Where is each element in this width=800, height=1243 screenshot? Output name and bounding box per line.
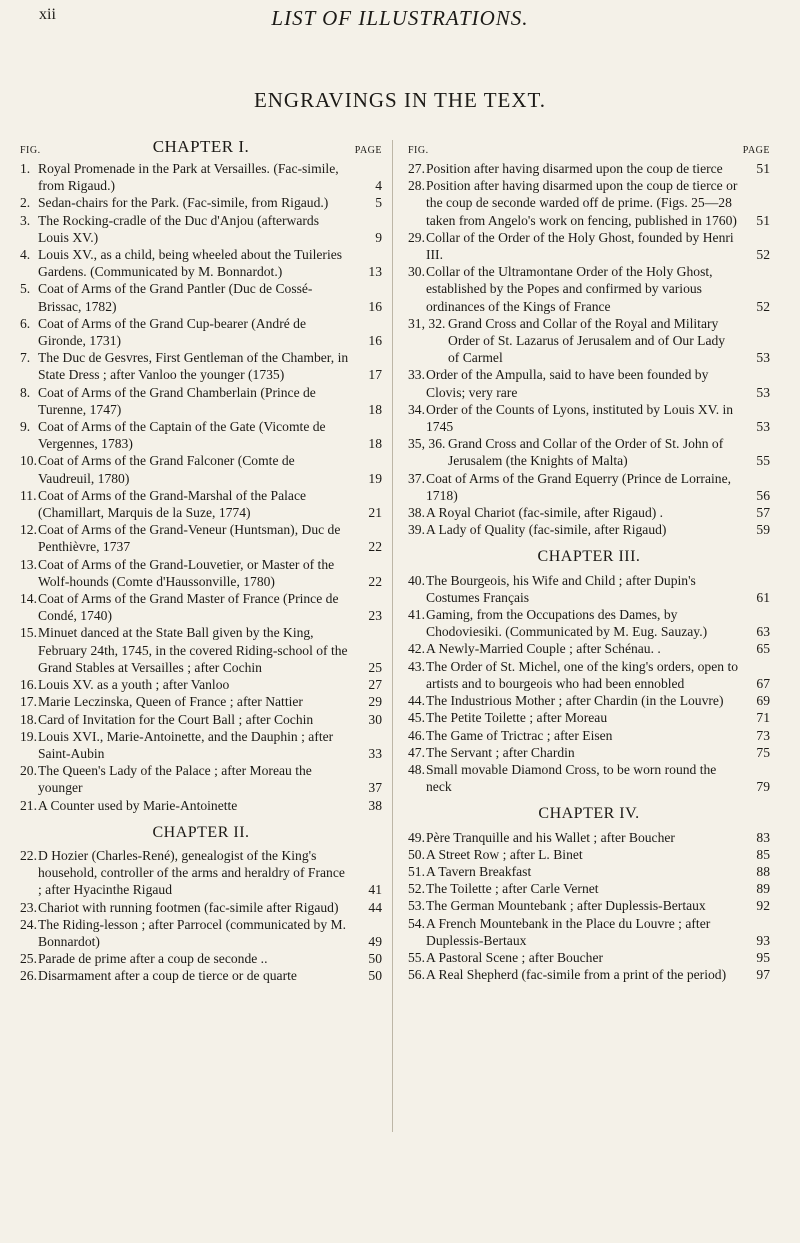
page-ref: 29 xyxy=(368,694,382,710)
fig-number: 31, 32. xyxy=(408,315,446,331)
right-column xyxy=(408,138,770,983)
chapter-entries xyxy=(408,572,770,796)
fig-number: 1. xyxy=(20,161,31,176)
page-ref: 53 xyxy=(756,419,770,435)
caption: The Riding-lesson ; after Parrocel (communicated by M. Bonnardot) xyxy=(38,916,347,949)
page-ref: 41 xyxy=(368,882,382,898)
caption: Royal Promenade in the Park at Versailles. (Fac-simile, from Rigaud.) xyxy=(38,161,339,194)
fig-number: 21. xyxy=(20,797,37,813)
page-ref: 44 xyxy=(368,899,382,915)
page-ref: 57 xyxy=(756,505,770,521)
list-item xyxy=(408,880,770,897)
list-item xyxy=(20,418,382,452)
fig-number: 35, 36. xyxy=(408,436,446,452)
fig-number: 33. xyxy=(408,367,425,383)
fig-number: 53. xyxy=(408,898,425,914)
caption: Disarmament after a coup de tierce or de quarte xyxy=(38,968,297,984)
fig-number: 8. xyxy=(20,384,31,400)
fig-number: 42. xyxy=(408,641,425,657)
page-label: PAGE xyxy=(742,145,770,156)
page-ref: 4 xyxy=(375,178,382,194)
page-ref: 69 xyxy=(756,693,770,709)
caption: Marie Leczinska, Queen of France ; after Nattier xyxy=(38,694,303,710)
list-item xyxy=(20,590,382,624)
list-item xyxy=(408,177,770,229)
list-item xyxy=(408,744,770,761)
list-item xyxy=(20,280,382,314)
page-ref: 5 xyxy=(375,195,382,211)
fig-number: 7. xyxy=(20,350,31,366)
list-item xyxy=(20,693,382,710)
page-ref: 13 xyxy=(368,264,382,280)
chapter-title: CHAPTER II. xyxy=(152,823,250,841)
list-item xyxy=(20,487,382,521)
fig-number: 17. xyxy=(20,694,37,710)
page-ref: 19 xyxy=(368,470,382,486)
fig-number: 43. xyxy=(408,658,425,674)
caption: The Duc de Gesvres, First Gentleman of the Chamber, in State Dress ; after Vanloo the younger (1735) xyxy=(38,350,349,383)
page-ref: 59 xyxy=(756,522,770,538)
list-item xyxy=(408,229,770,263)
list-item xyxy=(20,194,382,211)
chapter-title: CHAPTER IV. xyxy=(538,805,640,823)
caption: The Bourgeois, his Wife and Child ; after Dupin's Costumes Français xyxy=(426,572,696,605)
list-item xyxy=(408,897,770,914)
list-item xyxy=(20,950,382,967)
list-item xyxy=(20,452,382,486)
fig-number: 52. xyxy=(408,881,425,897)
caption: Coat of Arms of the Grand Cup-bearer (André de Gironde, 1731) xyxy=(38,315,307,349)
list-item xyxy=(20,521,382,555)
caption: Coat of Arms of the Grand Pantler (Duc de Cossé-Brissac, 1782) xyxy=(38,281,313,314)
fig-number: 28. xyxy=(408,178,425,194)
page-ref: 33 xyxy=(368,745,382,761)
list-item xyxy=(408,606,770,640)
caption: Coat of Arms of the Grand-Louvetier, or Master of the Wolf-hounds (Comte d'Haussonville, 1780) xyxy=(38,556,335,589)
list-item xyxy=(20,556,382,590)
fig-number: 14. xyxy=(20,591,37,607)
page-ref: 61 xyxy=(756,589,770,605)
page-ref: 17 xyxy=(368,367,382,383)
chapter-entries xyxy=(408,160,770,538)
fig-label: FIG. xyxy=(20,145,41,156)
list-item xyxy=(408,435,770,469)
fig-number: 29. xyxy=(408,229,425,245)
page-ref: 23 xyxy=(368,608,382,624)
list-item xyxy=(20,847,382,899)
left-column-header xyxy=(20,138,382,160)
page-label: PAGE xyxy=(354,145,382,156)
fig-number: 16. xyxy=(20,677,37,693)
caption: The Rocking-cradle of the Duc d'Anjou (afterwards Louis XV.) xyxy=(38,212,320,245)
caption: Order of the Ampulla, said to have been founded by Clovis; very rare xyxy=(426,367,709,400)
caption: Position after having disarmed upon the coup de tierce xyxy=(426,161,723,176)
fig-number: 56. xyxy=(408,967,425,983)
caption: Louis XV., as a child, being wheeled about the Tuileries Gardens. (Communicated by M. Bonnardot.) xyxy=(38,247,343,280)
list-item xyxy=(20,967,382,984)
caption: A Street Row ; after L. Binet xyxy=(426,846,583,862)
list-item xyxy=(20,160,382,194)
caption: Coat of Arms of the Captain of the Gate (Vicomte de Vergennes, 1783) xyxy=(38,419,326,452)
page-ref: 30 xyxy=(368,711,382,727)
caption: A Pastoral Scene ; after Boucher xyxy=(426,949,604,965)
page-ref: 49 xyxy=(368,933,382,949)
fig-number: 26. xyxy=(20,968,37,984)
list-item xyxy=(20,212,382,246)
list-item xyxy=(408,640,770,657)
caption: Grand Cross and Collar of the Order of St. John of Jerusalem (the Knights of Malta) xyxy=(448,436,724,469)
list-item xyxy=(20,899,382,916)
fig-number: 49. xyxy=(408,829,425,845)
page-ref: 71 xyxy=(756,710,770,726)
caption: The Toilette ; after Carle Vernet xyxy=(426,881,599,897)
caption: A Newly-Married Couple ; after Schénau. . xyxy=(426,641,661,657)
page-ref: 52 xyxy=(756,247,770,263)
caption: The Queen's Lady of the Palace ; after Moreau the younger xyxy=(38,763,312,796)
page-ref: 97 xyxy=(756,967,770,983)
list-item xyxy=(408,915,770,949)
page-ref: 79 xyxy=(756,779,770,795)
page-ref: 9 xyxy=(375,229,382,245)
caption: A Real Shepherd (fac-simile from a print of the period) xyxy=(426,967,727,983)
caption: Coat of Arms of the Grand Equerry (Prince de Lorraine, 1718) xyxy=(426,470,732,503)
right-column-header xyxy=(408,138,770,160)
page-ref: 22 xyxy=(368,539,382,555)
fig-number: 38. xyxy=(408,505,425,521)
list-item xyxy=(408,966,770,983)
chapter-entries xyxy=(20,847,382,985)
list-item xyxy=(20,762,382,796)
fig-number: 46. xyxy=(408,727,425,743)
list-item xyxy=(408,863,770,880)
caption: Coat of Arms of the Grand-Marshal of the Palace (Chamillart, Marquis de la Suze, 1774) xyxy=(38,487,307,521)
page-ref: 38 xyxy=(368,797,382,813)
caption: The Industrious Mother ; after Chardin (in the Louvre) xyxy=(426,693,724,709)
page-ref: 18 xyxy=(368,401,382,417)
fig-number: 40. xyxy=(408,572,425,588)
list-item xyxy=(20,797,382,814)
list-item xyxy=(408,846,770,863)
caption: Position after having disarmed upon the coup de tierce or the coup de seconde warded off de prime. (Figs. 25—28 taken from Angelo's work on fencing, published in 1760) xyxy=(426,178,738,228)
fig-number: 23. xyxy=(20,899,37,915)
list-item xyxy=(408,263,770,315)
fig-number: 22. xyxy=(20,847,37,863)
chapter-entries xyxy=(20,160,382,814)
list-item xyxy=(20,384,382,418)
page-ref: 52 xyxy=(756,298,770,314)
page-ref: 53 xyxy=(756,350,770,366)
list-item xyxy=(408,709,770,726)
fig-number: 55. xyxy=(408,949,425,965)
caption: Gaming, from the Occupations des Dames, by Chodoviesiki. (Communicated by M. Eug. Sauzay.) xyxy=(426,607,708,640)
fig-number: 6. xyxy=(20,315,31,331)
fig-number: 47. xyxy=(408,744,425,760)
caption: Coat of Arms of the Grand Falconer (Comte de Vaudreuil, 1780) xyxy=(38,453,295,486)
page-ref: 21 xyxy=(368,505,382,521)
list-item xyxy=(408,160,770,177)
page-ref: 55 xyxy=(756,453,770,469)
caption: A Counter used by Marie-Antoinette xyxy=(38,797,238,813)
list-item xyxy=(20,916,382,950)
page-ref: 56 xyxy=(756,487,770,503)
page-ref: 83 xyxy=(756,829,770,845)
fig-number: 13. xyxy=(20,556,37,572)
caption: Grand Cross and Collar of the Royal and Military Order of St. Lazarus of Jerusalem and of Our Lady of Carmel xyxy=(448,315,726,366)
fig-number: 34. xyxy=(408,401,425,417)
chapter-title: CHAPTER III. xyxy=(537,548,641,566)
fig-number: 5. xyxy=(20,281,31,297)
fig-label: FIG. xyxy=(408,145,429,156)
page-ref: 85 xyxy=(756,846,770,862)
fig-number: 50. xyxy=(408,846,425,862)
caption: Chariot with running footmen (fac-simile after Rigaud) xyxy=(38,899,339,915)
page-ref: 63 xyxy=(756,624,770,640)
page-ref: 16 xyxy=(368,333,382,349)
caption: Louis XVI., Marie-Antoinette, and the Dauphin ; after Saint-Aubin xyxy=(38,728,334,761)
list-item xyxy=(20,349,382,383)
list-item xyxy=(408,470,770,504)
list-item xyxy=(408,572,770,606)
caption: The German Mountebank ; after Duplessis-Bertaux xyxy=(426,898,706,914)
fig-number: 37. xyxy=(408,470,425,486)
section-title: ENGRAVINGS IN THE TEXT. xyxy=(253,88,547,112)
left-column xyxy=(20,138,382,985)
fig-number: 15. xyxy=(20,625,37,641)
page-ref: 75 xyxy=(756,744,770,760)
caption: Order of the Counts of Lyons, instituted by Louis XV. in 1745 xyxy=(426,401,734,435)
page-ref: 16 xyxy=(368,298,382,314)
list-item xyxy=(408,521,770,538)
caption: Collar of the Ultramontane Order of the Holy Ghost, established by the Popes and confirmed by various ordinances of the Kings of France xyxy=(426,264,713,314)
fig-number: 3. xyxy=(20,212,31,228)
list-item xyxy=(20,676,382,693)
fig-number: 25. xyxy=(20,951,37,967)
list-item xyxy=(20,624,382,676)
caption: A Royal Chariot (fac-simile, after Rigaud) . xyxy=(426,505,664,521)
page-ref: 67 xyxy=(756,675,770,691)
caption: Père Tranquille and his Wallet ; after Boucher xyxy=(426,829,675,845)
caption: A Lady of Quality (fac-simile, after Rigaud) xyxy=(426,522,667,538)
fig-number: 18. xyxy=(20,711,37,727)
page-ref: 27 xyxy=(368,677,382,693)
fig-number: 4. xyxy=(20,247,31,263)
caption: Collar of the Order of the Holy Ghost, founded by Henri III. xyxy=(426,229,734,263)
caption: Louis XV. as a youth ; after Vanloo xyxy=(38,677,230,693)
fig-number: 2. xyxy=(20,195,31,211)
fig-number: 44. xyxy=(408,693,425,709)
fig-number: 51. xyxy=(408,863,425,879)
page-ref: 37 xyxy=(368,780,382,796)
caption: Coat of Arms of the Grand Chamberlain (Prince de Turenne, 1747) xyxy=(38,384,316,417)
fig-number: 20. xyxy=(20,763,37,779)
caption: The Petite Toilette ; after Moreau xyxy=(426,710,608,726)
list-item xyxy=(408,401,770,435)
page-ref: 89 xyxy=(756,881,770,897)
fig-number: 48. xyxy=(408,761,425,777)
list-item xyxy=(408,315,770,367)
fig-number: 19. xyxy=(20,728,37,744)
caption: D Hozier (Charles-René), genealogist of the King's household, controller of the arms and heraldry of France ; after Hyacinthe Rigaud xyxy=(38,847,345,898)
page-ref: 95 xyxy=(756,949,770,965)
fig-number: 11. xyxy=(20,487,37,503)
fig-number: 45. xyxy=(408,710,425,726)
fig-number: 54. xyxy=(408,915,425,931)
fig-number: 24. xyxy=(20,916,37,932)
list-item xyxy=(408,658,770,692)
list-item xyxy=(408,366,770,400)
list-item xyxy=(408,949,770,966)
caption: Card of Invitation for the Court Ball ; after Cochin xyxy=(38,711,314,727)
caption: Small movable Diamond Cross, to be worn round the neck xyxy=(426,761,717,795)
page-ref: 50 xyxy=(368,968,382,984)
page-ref: 65 xyxy=(756,641,770,657)
page-ref: 25 xyxy=(368,659,382,675)
page-ref: 51 xyxy=(756,161,770,176)
page-ref: 88 xyxy=(756,863,770,879)
page-ref: 53 xyxy=(756,384,770,400)
chapter-entries xyxy=(408,829,770,984)
caption: The Game of Trictrac ; after Eisen xyxy=(426,727,613,743)
list-item xyxy=(408,761,770,795)
list-item xyxy=(20,246,382,280)
fig-number: 30. xyxy=(408,264,425,280)
fig-number: 41. xyxy=(408,607,425,623)
fig-number: 12. xyxy=(20,522,37,538)
fig-number: 10. xyxy=(20,453,37,469)
column-divider xyxy=(392,140,393,1132)
page-ref: 73 xyxy=(756,727,770,743)
caption: Parade de prime after a coup de seconde .. xyxy=(38,951,268,967)
page-ref: 50 xyxy=(368,951,382,967)
caption: Minuet danced at the State Ball given by the King, February 24th, 1745, in the covered Riding-school of the Grand Stables at Versailles ; after Cochin xyxy=(38,625,348,675)
fig-number: 39. xyxy=(408,522,425,538)
running-head: LIST OF ILLUSTRATIONS. xyxy=(271,6,529,30)
page-number: xii xyxy=(39,6,56,23)
fig-number: 9. xyxy=(20,419,31,435)
page-ref: 18 xyxy=(368,436,382,452)
page-ref: 92 xyxy=(756,898,770,914)
list-item xyxy=(408,504,770,521)
list-item xyxy=(408,692,770,709)
list-item xyxy=(408,829,770,846)
list-item xyxy=(20,711,382,728)
list-item xyxy=(20,728,382,762)
list-item xyxy=(408,727,770,744)
caption: Sedan-chairs for the Park. (Fac-simile, from Rigaud.) xyxy=(38,195,329,211)
caption: The Order of St. Michel, one of the king's orders, open to artists and to bourgeois who had been ennobled xyxy=(426,658,739,691)
list-item xyxy=(20,315,382,349)
page-ref: 22 xyxy=(368,573,382,589)
page-ref: 51 xyxy=(756,212,770,228)
page-ref: 93 xyxy=(756,932,770,948)
caption: The Servant ; after Chardin xyxy=(426,744,575,760)
fig-number: 27. xyxy=(408,161,425,176)
chapter-title: CHAPTER I. xyxy=(152,137,250,156)
caption: A Tavern Breakfast xyxy=(426,863,532,879)
caption: Coat of Arms of the Grand-Veneur (Huntsman), Duc de Penthièvre, 1737 xyxy=(38,522,341,555)
caption: Coat of Arms of the Grand Master of France (Prince de Condé, 1740) xyxy=(38,591,339,624)
caption: A French Mountebank in the Place du Louvre ; after Duplessis-Bertaux xyxy=(426,915,711,948)
